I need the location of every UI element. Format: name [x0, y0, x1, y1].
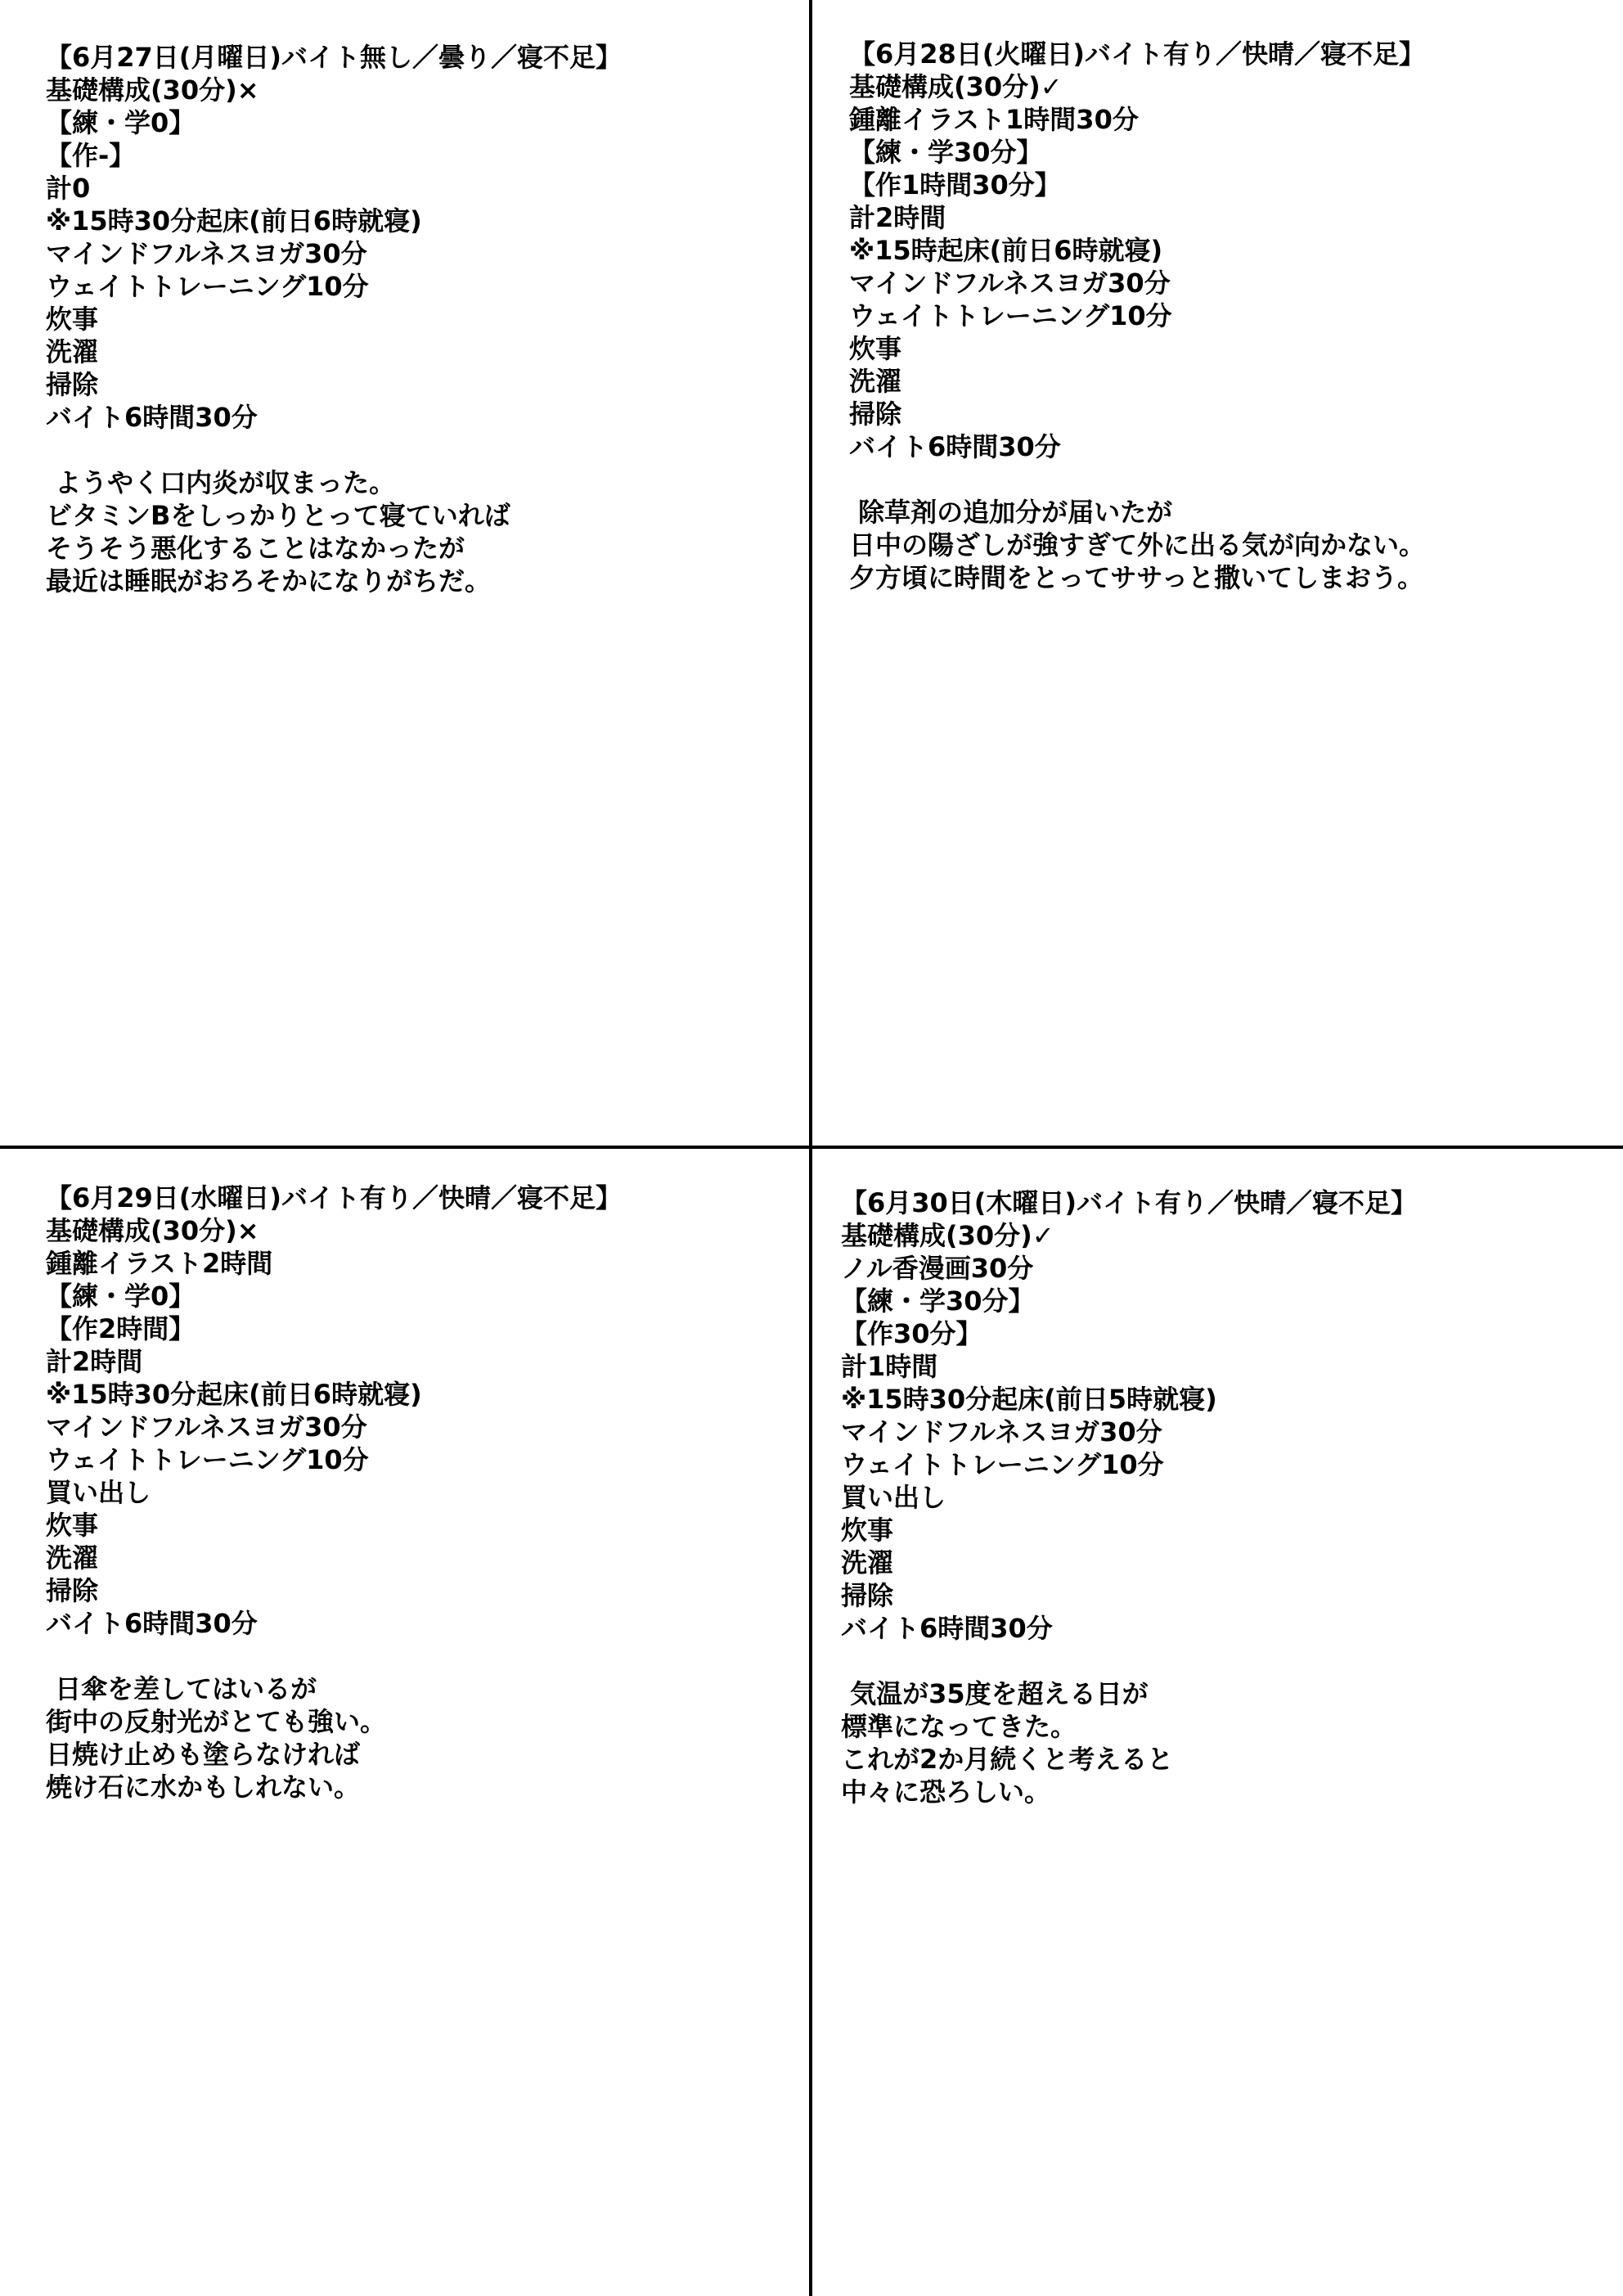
diary-line: 街中の反射光がとても強い。	[46, 1706, 387, 1737]
log-line: 買い出し	[46, 1477, 151, 1508]
log-line: 計0	[46, 173, 91, 204]
spacer	[841, 1645, 1602, 1677]
diary-text	[849, 496, 1610, 594]
log-line: 掃除	[841, 1580, 894, 1611]
log-heading: 【6月27日(月曜日)バイト無し／曇り／寝不足】	[46, 42, 623, 73]
log-line: 掃除	[46, 1575, 99, 1606]
log-list	[841, 1186, 1602, 1645]
log-line: マインドフルネスヨガ30分	[46, 238, 367, 269]
diary-line: ようやく口内炎が収まった。	[46, 467, 396, 498]
log-line: バイト6時間30分	[841, 1613, 1053, 1644]
horizontal-divider	[0, 1146, 1623, 1149]
log-line: 基礎構成(30分)✓	[841, 1220, 1054, 1251]
log-line: 洗濯	[841, 1547, 894, 1578]
diary-line: 中々に恐ろしい。	[841, 1776, 1051, 1808]
log-line: ※15時30分起床(前日6時就寝)	[46, 205, 422, 236]
diary-text	[46, 1672, 807, 1803]
diary-panel-june-28	[849, 38, 1610, 594]
log-line: ※15時30分起床(前日5時就寝)	[841, 1384, 1217, 1415]
log-line: 買い出し	[841, 1482, 946, 1513]
log-line: マインドフルネスヨガ30分	[46, 1411, 367, 1443]
log-list	[46, 1182, 807, 1640]
diary-line: ビタミンBをしっかりとって寝ていれば	[46, 500, 510, 531]
log-line: 洗濯	[46, 336, 99, 367]
log-line: ノル香漫画30分	[841, 1253, 1034, 1284]
log-list	[46, 41, 807, 434]
spacer	[849, 463, 1610, 496]
log-line: 基礎構成(30分)✓	[849, 71, 1063, 102]
log-line: ※15時起床(前日6時就寝)	[849, 235, 1163, 266]
log-line: 【練・学30分】	[849, 137, 1043, 168]
log-line: 炊事	[46, 1510, 99, 1541]
log-line: ※15時30分起床(前日6時就寝)	[46, 1379, 422, 1410]
diary-text	[841, 1677, 1602, 1808]
log-line: 炊事	[849, 333, 902, 364]
log-line: 基礎構成(30分)×	[46, 74, 259, 106]
log-heading: 【6月30日(木曜日)バイト有り／快晴／寝不足】	[841, 1187, 1418, 1218]
log-line: マインドフルネスヨガ30分	[841, 1416, 1162, 1447]
log-line: 炊事	[841, 1515, 894, 1546]
vertical-divider-bottom	[809, 1147, 812, 2296]
log-line: 【作2時間】	[46, 1313, 196, 1344]
diary-line: 日焼け止めも塗らなければ	[46, 1739, 361, 1770]
diary-line: 除草剤の追加分が届いたが	[849, 497, 1173, 528]
log-line: 基礎構成(30分)×	[46, 1215, 259, 1246]
log-line: 【作1時間30分】	[849, 169, 1061, 200]
log-heading: 【6月28日(火曜日)バイト有り／快晴／寝不足】	[849, 38, 1426, 70]
log-line: 鍾離イラスト1時間30分	[849, 104, 1139, 135]
log-line: ウェイトトレーニング10分	[841, 1449, 1164, 1480]
log-line: 【練・学30分】	[841, 1285, 1035, 1317]
diary-line: 焼け石に水かもしれない。	[46, 1772, 361, 1803]
log-line: 炊事	[46, 304, 99, 335]
log-line: ウェイトトレーニング10分	[849, 300, 1172, 331]
log-line: 【作-】	[46, 140, 136, 171]
diary-line: 日傘を差してはいるが	[46, 1673, 317, 1704]
diary-text	[46, 466, 807, 597]
diary-panel-june-27	[46, 41, 807, 597]
vertical-divider-top	[809, 0, 812, 1147]
log-line: バイト6時間30分	[46, 1608, 258, 1639]
log-line: 【練・学0】	[46, 107, 196, 138]
log-line: マインドフルネスヨガ30分	[849, 268, 1171, 299]
log-line: 【作30分】	[841, 1318, 982, 1349]
log-line: ウェイトトレーニング10分	[46, 271, 369, 302]
log-heading: 【6月29日(水曜日)バイト有り／快晴／寝不足】	[46, 1182, 623, 1213]
log-line: 【練・学0】	[46, 1281, 196, 1312]
log-line: 洗濯	[849, 366, 902, 397]
spacer	[46, 434, 807, 466]
diary-line: 夕方頃に時間をとってササっと撒いてしまおう。	[849, 562, 1424, 593]
log-line: 洗濯	[46, 1542, 99, 1573]
log-line: 掃除	[46, 369, 99, 400]
diary-line: そうそう悪化することはなかったが	[46, 533, 465, 564]
log-line: 掃除	[849, 398, 902, 430]
log-line: バイト6時間30分	[46, 402, 258, 433]
log-line: 計2時間	[849, 202, 946, 233]
log-line: 鍾離イラスト2時間	[46, 1248, 273, 1279]
log-line: 計2時間	[46, 1346, 143, 1377]
diary-panel-june-30	[841, 1186, 1602, 1808]
log-line: 計1時間	[841, 1351, 938, 1382]
diary-line: 日中の陽ざしが強すぎて外に出る気が向かない。	[849, 529, 1426, 560]
spacer	[46, 1640, 807, 1672]
log-line: ウェイトトレーニング10分	[46, 1444, 369, 1475]
diary-line: 標準になってきた。	[841, 1711, 1077, 1742]
diary-panel-june-29	[46, 1182, 807, 1803]
diary-line: これが2か月続くと考えると	[841, 1744, 1174, 1775]
log-line: バイト6時間30分	[849, 431, 1061, 462]
diary-line: 最近は睡眠がおろそかになりがちだ。	[46, 565, 492, 597]
log-list	[849, 38, 1610, 463]
diary-line: 気温が35度を超える日が	[841, 1678, 1149, 1709]
